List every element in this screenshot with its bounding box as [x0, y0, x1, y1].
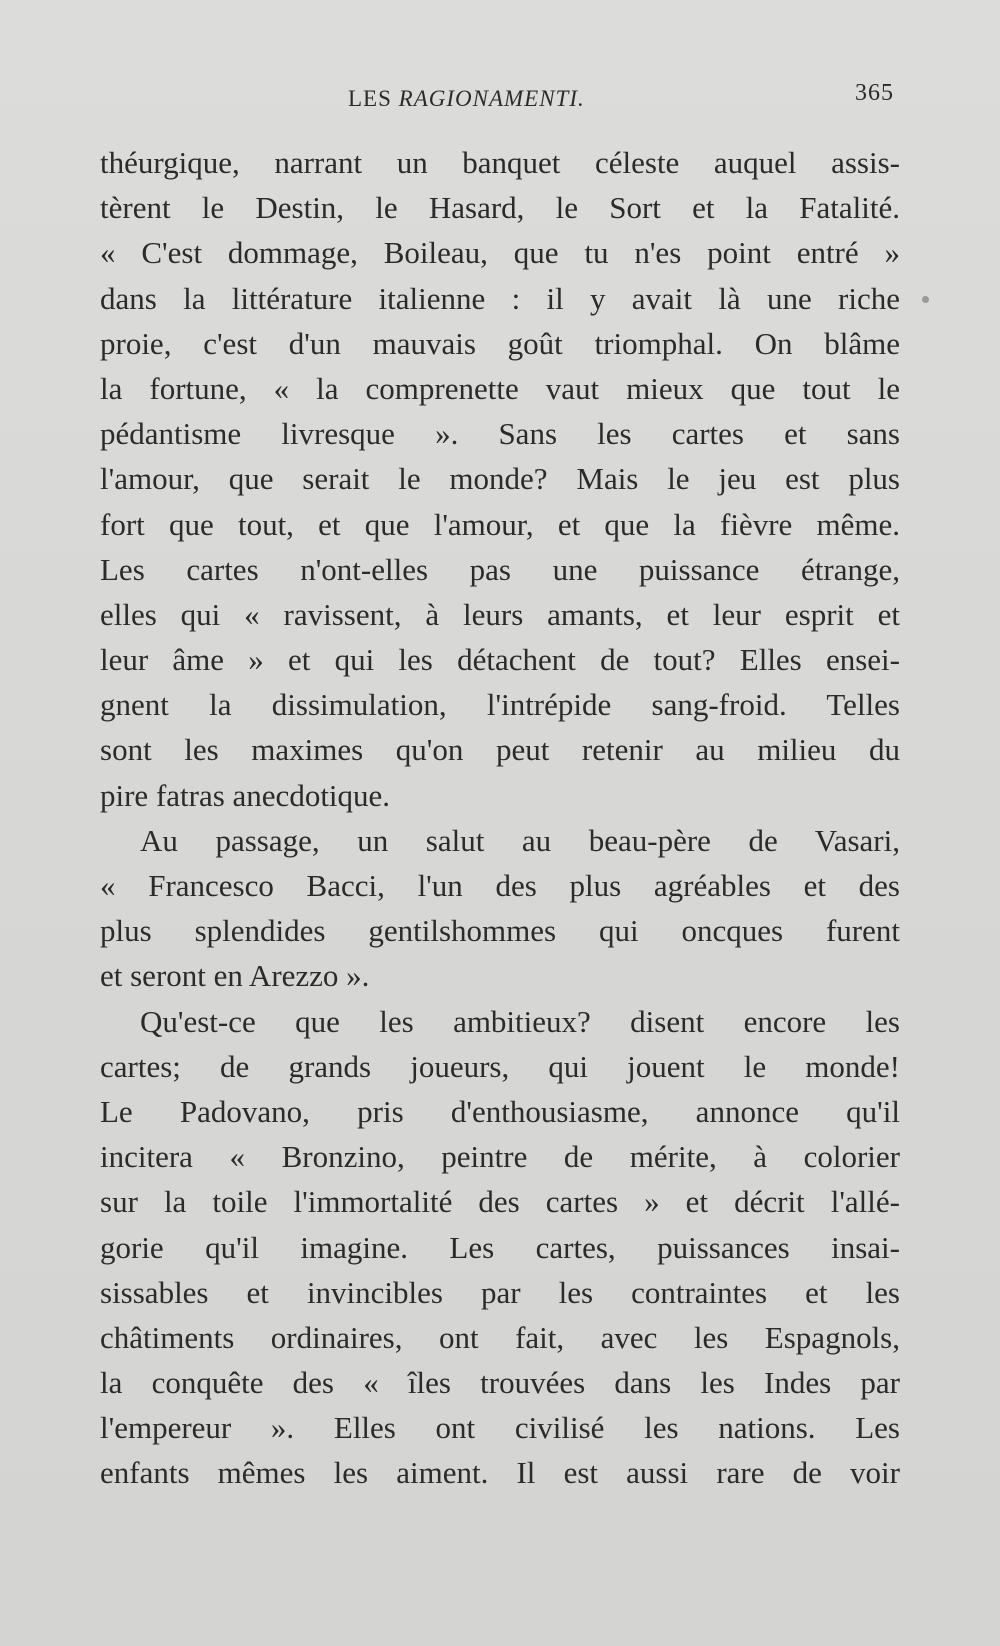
text-line: plus splendides gentilshommes qui oncques furent [100, 913, 900, 949]
text-line: elles qui « ravissent, à leurs amants, et leur esprit et [100, 596, 900, 632]
text-line: l'amour, que serait le monde? Mais le jeu est plus [100, 461, 900, 497]
text-line: proie, c'est d'un mauvais goût triomphal. On blâme [100, 325, 900, 361]
text-line: pédantisme livresque ». Sans les cartes et sans [100, 416, 900, 452]
text-line: Qu'est-ce que les ambitieux? disent encore les [140, 1003, 900, 1039]
paragraph-1 [100, 140, 900, 818]
text-line: cartes; de grands joueurs, qui jouent le monde! [100, 1048, 900, 1084]
text-line: sont les maximes qu'on peut retenir au milieu du [100, 732, 900, 768]
text-line: Le Padovano, pris d'enthousiasme, annonce qu'il [100, 1093, 900, 1129]
text-line: leur âme » et qui les détachent de tout? Elles ensei- [100, 642, 900, 678]
text-line: incitera « Bronzino, peintre de mérite, à colorier [100, 1139, 900, 1175]
paragraph-2 [100, 818, 900, 999]
page-number: 365 [855, 80, 894, 106]
text-line: Les cartes n'ont-elles pas une puissance étrange, [100, 551, 900, 587]
text-line: gorie qu'il imagine. Les cartes, puissances insai- [100, 1229, 900, 1265]
running-title [348, 86, 585, 112]
page-header [100, 80, 900, 126]
text-line: gnent la dissimulation, l'intrépide sang-froid. Telles [100, 687, 900, 723]
text-line: et seront en Arezzo ». [100, 958, 370, 994]
text-line: pire fatras anecdotique. [100, 777, 391, 813]
text-line: sissables et invincibles par les contraintes et les [100, 1274, 900, 1310]
running-title-plain: LES [348, 86, 399, 111]
body-text [100, 140, 900, 1496]
text-line: dans la littérature italienne : il y avait là une riche [100, 280, 900, 316]
text-line: théurgique, narrant un banquet céleste auquel assis- [100, 145, 900, 180]
text-line: fort que tout, et que l'amour, et que la fièvre même. [100, 506, 900, 542]
text-line: enfants mêmes les aiment. Il est aussi rare de voir [100, 1455, 900, 1491]
text-line: « C'est dommage, Boileau, que tu n'es point entré » [100, 235, 900, 271]
text-line: la conquête des « îles trouvées dans les Indes par [100, 1365, 900, 1401]
text-line: l'empereur ». Elles ont civilisé les nations. Les [100, 1410, 900, 1446]
text-line: « Francesco Bacci, l'un des plus agréables et des [100, 868, 900, 903]
running-title-italic: RAGIONAMENTI. [398, 86, 585, 111]
text-line: la fortune, « la comprenette vaut mieux que tout le [100, 370, 900, 406]
text-line: tèrent le Destin, le Hasard, le Sort et la Fatalité. [100, 190, 900, 226]
text-line: sur la toile l'immortalité des cartes » et décrit l'allé- [100, 1184, 900, 1220]
text-line: Au passage, un salut au beau-père de Vasari, [140, 822, 900, 858]
paragraph-3 [100, 999, 900, 1496]
text-line: châtiments ordinaires, ont fait, avec les Espagnols, [100, 1319, 900, 1355]
ink-speck [922, 296, 929, 303]
